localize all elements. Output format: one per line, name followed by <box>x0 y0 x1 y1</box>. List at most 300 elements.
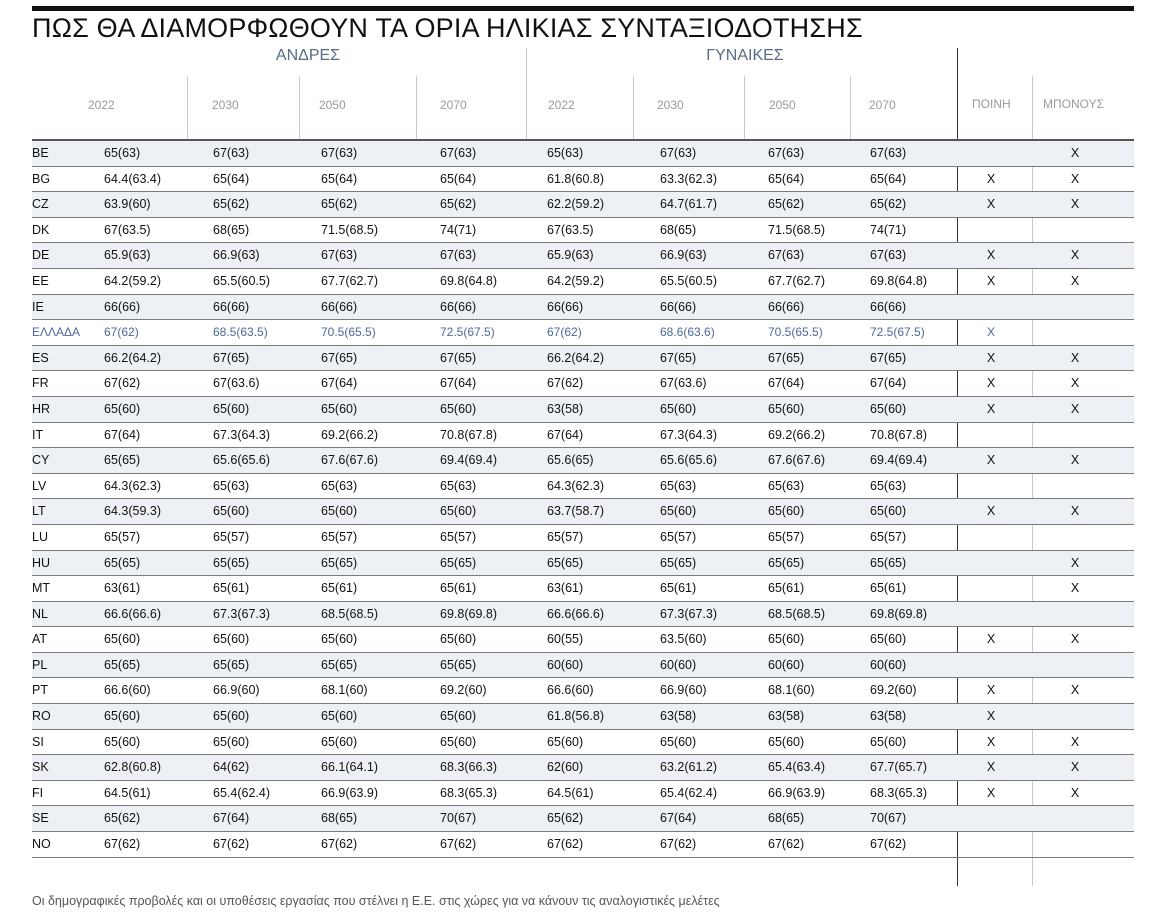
header-divider <box>744 76 745 139</box>
men-value-cell: 69.8(64.8) <box>440 273 497 288</box>
women-value-cell: 65(60) <box>870 401 907 416</box>
men-value-cell: 67(63) <box>321 248 358 263</box>
women-value-cell: 67(63.5) <box>547 222 594 237</box>
women-value-cell: 65(60) <box>768 734 805 749</box>
bonus-mark: X <box>1070 734 1080 749</box>
year-header: 2050 <box>319 98 346 112</box>
table-row <box>32 448 1134 474</box>
men-value-cell: 64.3(62.3) <box>104 478 161 493</box>
men-value-cell: 65(60) <box>321 504 358 519</box>
women-value-cell: 66.9(63.9) <box>768 785 825 800</box>
table-row <box>32 218 1134 244</box>
men-value-cell: 66(66) <box>321 299 358 314</box>
table-row <box>32 499 1134 525</box>
women-value-cell: 65(57) <box>870 529 907 544</box>
penalty-mark: X <box>986 376 996 391</box>
penalty-mark: X <box>986 248 996 263</box>
bonus-mark: X <box>1070 555 1080 570</box>
country-cell: BG <box>32 171 51 186</box>
women-value-cell: 71.5(68.5) <box>768 222 825 237</box>
men-value-cell: 65(65) <box>104 555 141 570</box>
men-value-cell: 67(62) <box>321 837 358 852</box>
table-row <box>32 832 1134 858</box>
women-value-cell: 62(60) <box>547 760 584 775</box>
women-value-cell: 67(65) <box>870 350 907 365</box>
women-value-cell: 67(62) <box>547 376 584 391</box>
men-value-cell: 65(60) <box>321 401 358 416</box>
country-cell: SI <box>32 734 44 749</box>
table-row <box>32 551 1134 577</box>
men-value-cell: 65(63) <box>213 478 250 493</box>
women-value-cell: 69.2(66.2) <box>768 427 825 442</box>
group-header-women: ΓΥΝΑΙΚΕΣ <box>706 47 784 64</box>
table-row <box>32 269 1134 295</box>
women-value-cell: 65(61) <box>768 581 805 596</box>
women-value-cell: 65(57) <box>660 529 697 544</box>
men-value-cell: 65(60) <box>440 401 477 416</box>
footnote: Οι δημογραφικές προβολές και οι υποθέσεις εργασίας που στέλνει η Ε.Ε. στις χώρες για να κάνουν τις αναλογιστικές μελέτες <box>32 894 720 908</box>
country-cell: IE <box>32 299 44 314</box>
table-row <box>32 704 1134 730</box>
women-value-cell: 65.6(65.6) <box>660 453 717 468</box>
women-value-cell: 67(63) <box>768 146 805 160</box>
men-value-cell: 67(64) <box>213 811 250 826</box>
men-value-cell: 68.3(65.3) <box>440 785 497 800</box>
women-value-cell: 66(66) <box>768 299 805 314</box>
men-value-cell: 66(66) <box>104 299 141 314</box>
men-value-cell: 65(64) <box>321 171 358 186</box>
header-divider <box>633 76 634 139</box>
women-value-cell: 65(60) <box>768 401 805 416</box>
year-header: 2022 <box>548 98 575 112</box>
country-cell: LT <box>32 504 46 519</box>
men-value-cell: 67.3(67.3) <box>213 606 270 621</box>
country-cell: ES <box>32 350 49 365</box>
women-value-cell: 74(71) <box>870 222 907 237</box>
men-value-cell: 65(64) <box>213 171 250 186</box>
women-value-cell: 63.7(58.7) <box>547 504 604 519</box>
men-value-cell: 71.5(68.5) <box>321 222 378 237</box>
penalty-header: ΠΟΙΝΗ <box>972 97 1011 111</box>
men-value-cell: 65(61) <box>213 581 250 596</box>
men-value-cell: 68(65) <box>321 811 358 826</box>
header-divider <box>187 76 188 139</box>
women-value-cell: 66(66) <box>660 299 697 314</box>
country-cell: DE <box>32 248 50 263</box>
country-cell: FR <box>32 376 49 391</box>
year-header: 2022 <box>88 98 115 112</box>
men-value-cell: 65(63) <box>321 478 358 493</box>
women-value-cell: 67(65) <box>768 350 805 365</box>
women-value-cell: 63(58) <box>660 709 697 724</box>
women-value-cell: 65(64) <box>768 171 805 186</box>
country-cell: HR <box>32 401 51 416</box>
men-value-cell: 66.6(60) <box>104 683 151 698</box>
year-header: 2030 <box>657 98 684 112</box>
table-row <box>32 653 1134 679</box>
women-value-cell: 63.2(61.2) <box>660 760 717 775</box>
penalty-mark: X <box>986 273 996 288</box>
men-value-cell: 63.9(60) <box>104 197 151 212</box>
men-value-cell: 67.3(64.3) <box>213 427 270 442</box>
table-row <box>32 423 1134 449</box>
men-value-cell: 64.5(61) <box>104 785 151 800</box>
women-value-cell: 70(67) <box>870 811 907 826</box>
women-value-cell: 65(62) <box>547 811 584 826</box>
bonus-mark: X <box>1070 171 1080 186</box>
table-row <box>32 806 1134 832</box>
group-divider <box>526 48 527 139</box>
women-value-cell: 65(60) <box>660 401 697 416</box>
men-value-cell: 65(57) <box>104 529 141 544</box>
country-cell: SE <box>32 811 49 826</box>
men-value-cell: 74(71) <box>440 222 477 237</box>
country-cell: LU <box>32 529 48 544</box>
women-value-cell: 67(64) <box>660 811 697 826</box>
women-value-cell: 68.1(60) <box>768 683 815 698</box>
men-value-cell: 65(62) <box>321 197 358 212</box>
women-value-cell: 65(62) <box>870 197 907 212</box>
table-row <box>32 525 1134 551</box>
country-cell: NO <box>32 837 51 852</box>
women-value-cell: 69.4(69.4) <box>870 453 927 468</box>
year-header: 2070 <box>869 98 896 112</box>
women-value-cell: 63.3(62.3) <box>660 171 717 186</box>
men-value-cell: 65(62) <box>104 811 141 826</box>
men-value-cell: 65(60) <box>440 734 477 749</box>
year-header: 2070 <box>440 98 467 112</box>
women-value-cell: 67(62) <box>547 325 582 340</box>
country-cell: PL <box>32 657 48 672</box>
men-value-cell: 67.6(67.6) <box>321 453 378 468</box>
header-divider <box>850 76 851 139</box>
men-value-cell: 67(64) <box>321 376 358 391</box>
women-value-cell: 63(58) <box>870 709 907 724</box>
women-value-cell: 64.7(61.7) <box>660 197 717 212</box>
men-value-cell: 65.4(62.4) <box>213 785 270 800</box>
women-value-cell: 65(64) <box>870 171 907 186</box>
men-value-cell: 65(60) <box>213 734 250 749</box>
women-value-cell: 65.5(60.5) <box>660 273 717 288</box>
penalty-mark: X <box>986 760 996 775</box>
women-value-cell: 70.5(65.5) <box>768 325 823 340</box>
men-value-cell: 65(60) <box>440 632 477 647</box>
women-value-cell: 65(63) <box>870 478 907 493</box>
table-row <box>32 755 1134 781</box>
women-value-cell: 62.2(59.2) <box>547 197 604 212</box>
men-value-cell: 65(65) <box>104 657 141 672</box>
women-value-cell: 67(62) <box>768 837 805 852</box>
women-value-cell: 65(65) <box>768 555 805 570</box>
women-value-cell: 67(63) <box>870 248 907 263</box>
women-value-cell: 64.5(61) <box>547 785 594 800</box>
men-value-cell: 65.6(65.6) <box>213 453 270 468</box>
penalty-mark: X <box>986 401 996 416</box>
men-value-cell: 68.5(68.5) <box>321 606 378 621</box>
men-value-cell: 65(65) <box>440 555 477 570</box>
women-value-cell: 61.8(56.8) <box>547 709 604 724</box>
men-value-cell: 65(65) <box>213 555 250 570</box>
bonus-mark: X <box>1070 581 1080 596</box>
women-value-cell: 60(60) <box>547 657 584 672</box>
men-value-cell: 63(61) <box>104 581 141 596</box>
women-value-cell: 65(60) <box>547 734 584 749</box>
men-value-cell: 64(62) <box>213 760 250 775</box>
table-row <box>32 474 1134 500</box>
country-cell: NL <box>32 606 48 621</box>
women-value-cell: 65(65) <box>660 555 697 570</box>
country-cell: SK <box>32 760 49 775</box>
women-value-cell: 65.9(63) <box>547 248 594 263</box>
men-value-cell: 65(60) <box>213 401 250 416</box>
women-value-cell: 65(60) <box>768 632 805 647</box>
penalty-mark: X <box>986 683 996 698</box>
women-value-cell: 63(58) <box>768 709 805 724</box>
women-value-cell: 67.7(65.7) <box>870 760 927 775</box>
men-value-cell: 65(57) <box>440 529 477 544</box>
men-value-cell: 68.3(66.3) <box>440 760 497 775</box>
men-value-cell: 65(64) <box>440 171 477 186</box>
men-value-cell: 67(65) <box>213 350 250 365</box>
women-value-cell: 67(64) <box>768 376 805 391</box>
men-value-cell: 65(65) <box>213 657 250 672</box>
women-value-cell: 65(62) <box>768 197 805 212</box>
table-row <box>32 397 1134 423</box>
women-value-cell: 65(60) <box>870 734 907 749</box>
women-value-cell: 65(65) <box>870 555 907 570</box>
women-value-cell: 66.9(60) <box>660 683 707 698</box>
women-value-cell: 60(60) <box>660 657 697 672</box>
header-divider <box>416 76 417 139</box>
women-value-cell: 67(64) <box>870 376 907 391</box>
women-value-cell: 65.4(62.4) <box>660 785 717 800</box>
men-value-cell: 70.5(65.5) <box>321 325 376 340</box>
men-value-cell: 67(64) <box>440 376 477 391</box>
women-value-cell: 66.9(63) <box>660 248 707 263</box>
women-value-cell: 67.7(62.7) <box>768 273 825 288</box>
men-value-cell: 65(60) <box>440 504 477 519</box>
women-value-cell: 67.3(67.3) <box>660 606 717 621</box>
penalty-mark: X <box>986 734 996 749</box>
bonus-mark: X <box>1070 197 1080 212</box>
men-value-cell: 67(63.6) <box>213 376 260 391</box>
country-cell: FI <box>32 785 44 800</box>
women-value-cell: 65(60) <box>768 504 805 519</box>
men-value-cell: 62.8(60.8) <box>104 760 161 775</box>
penalty-mark: X <box>986 632 996 647</box>
top-rule <box>32 6 1134 11</box>
penalty-mark: X <box>986 709 996 724</box>
women-value-cell: 68.3(65.3) <box>870 785 927 800</box>
women-value-cell: 69.8(69.8) <box>870 606 927 621</box>
men-value-cell: 65(60) <box>213 504 250 519</box>
women-value-cell: 66.6(66.6) <box>547 606 604 621</box>
women-value-cell: 65(60) <box>870 632 907 647</box>
women-value-cell: 67(64) <box>547 427 584 442</box>
country-cell: ΕΛΛΑΔΑ <box>32 325 81 340</box>
men-value-cell: 65(65) <box>440 657 477 672</box>
women-value-cell: 64.3(62.3) <box>547 478 604 493</box>
bonus-mark: X <box>1070 683 1080 698</box>
country-cell: DK <box>32 222 50 237</box>
men-value-cell: 65(61) <box>440 581 477 596</box>
men-value-cell: 67(64) <box>104 427 141 442</box>
men-value-cell: 67(62) <box>104 325 139 340</box>
men-value-cell: 66.1(64.1) <box>321 760 378 775</box>
men-value-cell: 65.5(60.5) <box>213 273 270 288</box>
women-value-cell: 65(60) <box>870 504 907 519</box>
bonus-header: ΜΠΟΝΟΥΣ <box>1043 97 1105 111</box>
men-value-cell: 65(57) <box>213 529 250 544</box>
men-value-cell: 67(65) <box>440 350 477 365</box>
women-value-cell: 66(66) <box>547 299 584 314</box>
bonus-mark: X <box>1070 504 1080 519</box>
bonus-mark: X <box>1070 350 1080 365</box>
country-cell: LV <box>32 478 47 493</box>
women-value-cell: 72.5(67.5) <box>870 325 925 340</box>
table-body <box>32 141 1134 858</box>
women-value-cell: 65(63) <box>660 478 697 493</box>
women-value-cell: 65.6(65) <box>547 453 594 468</box>
penalty-mark: X <box>986 350 996 365</box>
men-value-cell: 70(67) <box>440 811 477 826</box>
men-value-cell: 66.9(63) <box>213 248 260 263</box>
women-value-cell: 67(63) <box>660 146 697 160</box>
men-value-cell: 67(63) <box>213 146 250 160</box>
men-value-cell: 67(63) <box>440 248 477 263</box>
country-cell: BE <box>32 146 49 160</box>
men-value-cell: 65(62) <box>213 197 250 212</box>
men-value-cell: 65(60) <box>440 709 477 724</box>
table-row <box>32 243 1134 269</box>
men-value-cell: 65(65) <box>321 657 358 672</box>
table-row <box>32 371 1134 397</box>
men-value-cell: 65(62) <box>440 197 477 212</box>
penalty-mark: X <box>986 197 996 212</box>
men-value-cell: 64.4(63.4) <box>104 171 161 186</box>
women-value-cell: 67(62) <box>547 837 584 852</box>
men-value-cell: 66.6(66.6) <box>104 606 161 621</box>
men-value-cell: 65(60) <box>104 709 141 724</box>
bonus-mark: X <box>1070 632 1080 647</box>
men-value-cell: 65(60) <box>104 632 141 647</box>
table-row <box>32 678 1134 704</box>
men-value-cell: 65.9(63) <box>104 248 151 263</box>
women-value-cell: 65(60) <box>660 504 697 519</box>
women-value-cell: 63(61) <box>547 581 584 596</box>
men-value-cell: 65(60) <box>321 709 358 724</box>
year-header: 2050 <box>769 98 796 112</box>
men-value-cell: 66.2(64.2) <box>104 350 161 365</box>
men-value-cell: 64.3(59.3) <box>104 504 161 519</box>
men-value-cell: 65(65) <box>321 555 358 570</box>
table-row <box>32 576 1134 602</box>
women-value-cell: 65.4(63.4) <box>768 760 825 775</box>
women-value-cell: 67.6(67.6) <box>768 453 825 468</box>
country-cell: RO <box>32 709 51 724</box>
bonus-mark: X <box>1070 248 1080 263</box>
men-value-cell: 65(60) <box>213 709 250 724</box>
women-value-cell: 66.6(60) <box>547 683 594 698</box>
women-value-cell: 67(63) <box>768 248 805 263</box>
men-value-cell: 65(60) <box>321 734 358 749</box>
women-value-cell: 70.8(67.8) <box>870 427 927 442</box>
women-value-cell: 65(63) <box>768 478 805 493</box>
women-value-cell: 69.2(60) <box>870 683 917 698</box>
women-value-cell: 60(60) <box>870 657 907 672</box>
group-header-men: ΑΝΔΡΕΣ <box>275 47 341 64</box>
men-value-cell: 72.5(67.5) <box>440 325 495 340</box>
men-value-cell: 69.4(69.4) <box>440 453 497 468</box>
men-value-cell: 67(65) <box>321 350 358 365</box>
penalty-mark: X <box>986 504 996 519</box>
women-value-cell: 65(57) <box>768 529 805 544</box>
country-cell: AT <box>32 632 48 647</box>
table-row <box>32 141 1134 167</box>
country-cell: HU <box>32 555 51 570</box>
women-value-cell: 63(58) <box>547 401 584 416</box>
men-value-cell: 68.1(60) <box>321 683 368 698</box>
women-value-cell: 61.8(60.8) <box>547 171 604 186</box>
men-value-cell: 65(60) <box>213 632 250 647</box>
women-value-cell: 67(63) <box>870 146 907 160</box>
women-value-cell: 60(55) <box>547 632 584 647</box>
men-value-cell: 70.8(67.8) <box>440 427 497 442</box>
country-cell: EE <box>32 273 49 288</box>
bonus-mark: X <box>1070 453 1080 468</box>
women-value-cell: 65(63) <box>547 146 584 160</box>
men-value-cell: 65(60) <box>104 734 141 749</box>
men-value-cell: 65(60) <box>321 632 358 647</box>
bonus-mark: X <box>1070 376 1080 391</box>
men-value-cell: 69.2(66.2) <box>321 427 378 442</box>
bonus-mark: X <box>1070 273 1080 288</box>
men-value-cell: 67(63) <box>321 146 358 160</box>
men-value-cell: 67(62) <box>213 837 250 852</box>
country-cell: CZ <box>32 197 49 212</box>
men-value-cell: 67(62) <box>104 837 141 852</box>
bonus-mark: X <box>1070 146 1080 160</box>
year-header: 2030 <box>212 98 239 112</box>
men-value-cell: 66(66) <box>213 299 250 314</box>
country-cell: IT <box>32 427 44 442</box>
men-value-cell: 65(61) <box>321 581 358 596</box>
men-value-cell: 66.9(60) <box>213 683 260 698</box>
bonus-mark: X <box>1070 760 1080 775</box>
bonus-mark: X <box>1070 401 1080 416</box>
country-cell: MT <box>32 581 51 596</box>
women-value-cell: 65(65) <box>547 555 584 570</box>
table-row <box>32 295 1134 321</box>
women-value-cell: 63.5(60) <box>660 632 707 647</box>
men-value-cell: 65(60) <box>104 401 141 416</box>
women-value-cell: 68.6(63.6) <box>660 325 715 340</box>
men-value-cell: 68.5(63.5) <box>213 325 268 340</box>
women-value-cell: 69.8(64.8) <box>870 273 927 288</box>
men-value-cell: 69.2(60) <box>440 683 487 698</box>
men-value-cell: 64.2(59.2) <box>104 273 161 288</box>
table-row <box>32 192 1134 218</box>
men-value-cell: 67(62) <box>440 837 477 852</box>
country-cell: PT <box>32 683 48 698</box>
country-cell: CY <box>32 453 50 468</box>
women-value-cell: 66(66) <box>870 299 907 314</box>
table-row <box>32 602 1134 628</box>
penalty-mark: X <box>986 171 996 186</box>
women-value-cell: 67.3(64.3) <box>660 427 717 442</box>
women-value-cell: 66.2(64.2) <box>547 350 604 365</box>
penalty-mark: X <box>986 325 995 340</box>
